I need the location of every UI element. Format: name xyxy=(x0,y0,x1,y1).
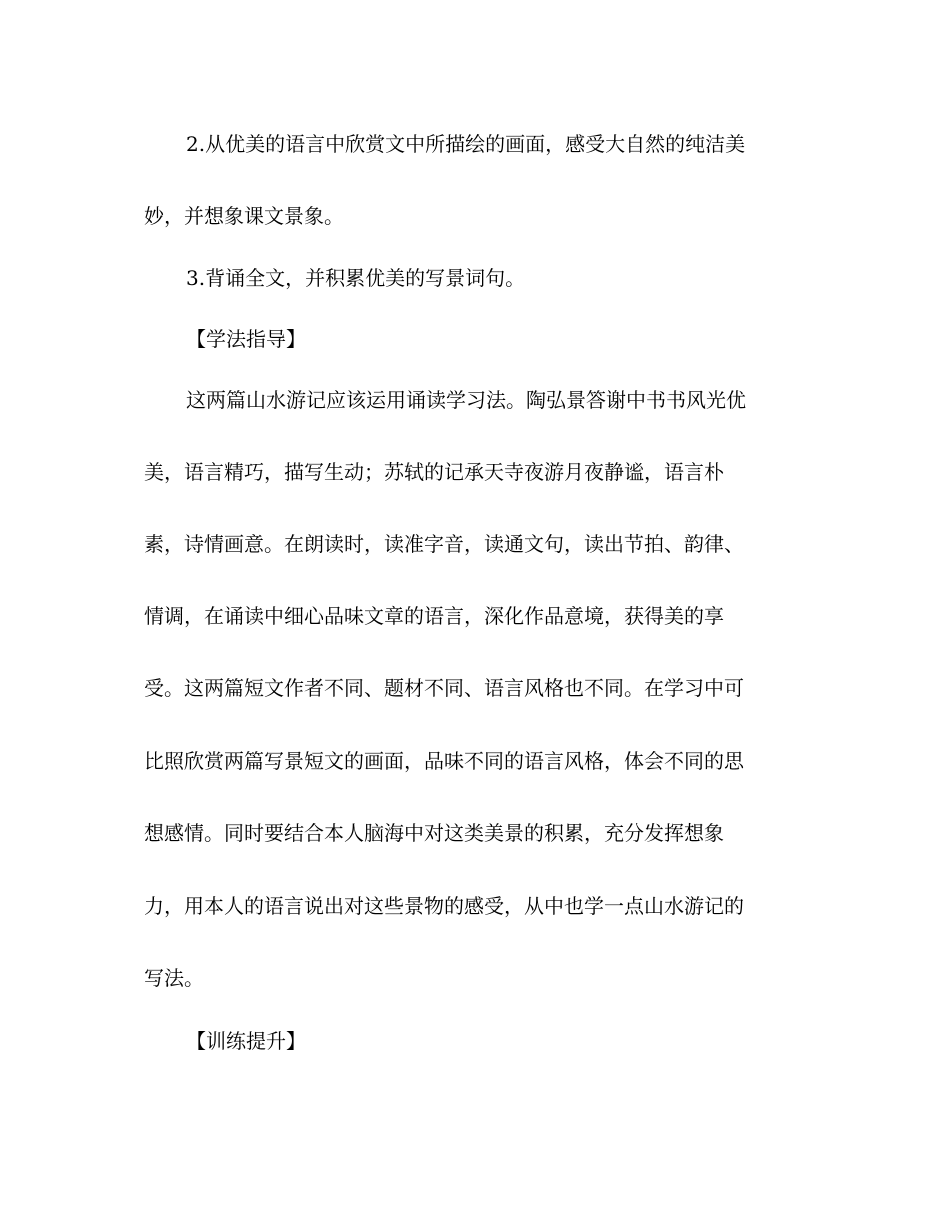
method-paragraph-line: 想感情。同时要结合本人脑海中对这类美景的积累，充分发挥想象 xyxy=(144,821,724,845)
item2-line2: 妙，并想象课文景象。 xyxy=(144,204,344,228)
item3-line1: 3.背诵全文，并积累优美的写景词句。 xyxy=(186,266,526,290)
method-paragraph-line: 比照欣赏两篇写景短文的画面，品味不同的语言风格，体会不同的思 xyxy=(144,749,744,773)
method-paragraph-line: 素，诗情画意。在朗读时，读准字音，读通文句，读出节拍、韵律、 xyxy=(144,532,744,556)
method-paragraph-line: 这两篇山水游记应该运用诵读学习法。陶弘景答谢中书书风光优 xyxy=(186,388,746,412)
heading-study-method: 【学法指导】 xyxy=(186,327,306,351)
heading-training: 【训练提升】 xyxy=(186,1029,306,1053)
method-paragraph-line: 力，用本人的语言说出对这些景物的感受，从中也学一点山水游记的 xyxy=(144,894,744,918)
method-paragraph-line: 写法。 xyxy=(144,966,204,990)
item2-line1: 2.从优美的语言中欣赏文中所描绘的画面，感受大自然的纯洁美 xyxy=(186,132,746,156)
method-paragraph-line: 受。这两篇短文作者不同、题材不同、语言风格也不同。在学习中可 xyxy=(144,676,744,700)
method-paragraph-line: 情调，在诵读中细心品味文章的语言，深化作品意境，获得美的享 xyxy=(144,604,724,628)
method-paragraph-line: 美，语言精巧，描写生动；苏轼的记承天寺夜游月夜静谧，语言朴 xyxy=(144,460,724,484)
